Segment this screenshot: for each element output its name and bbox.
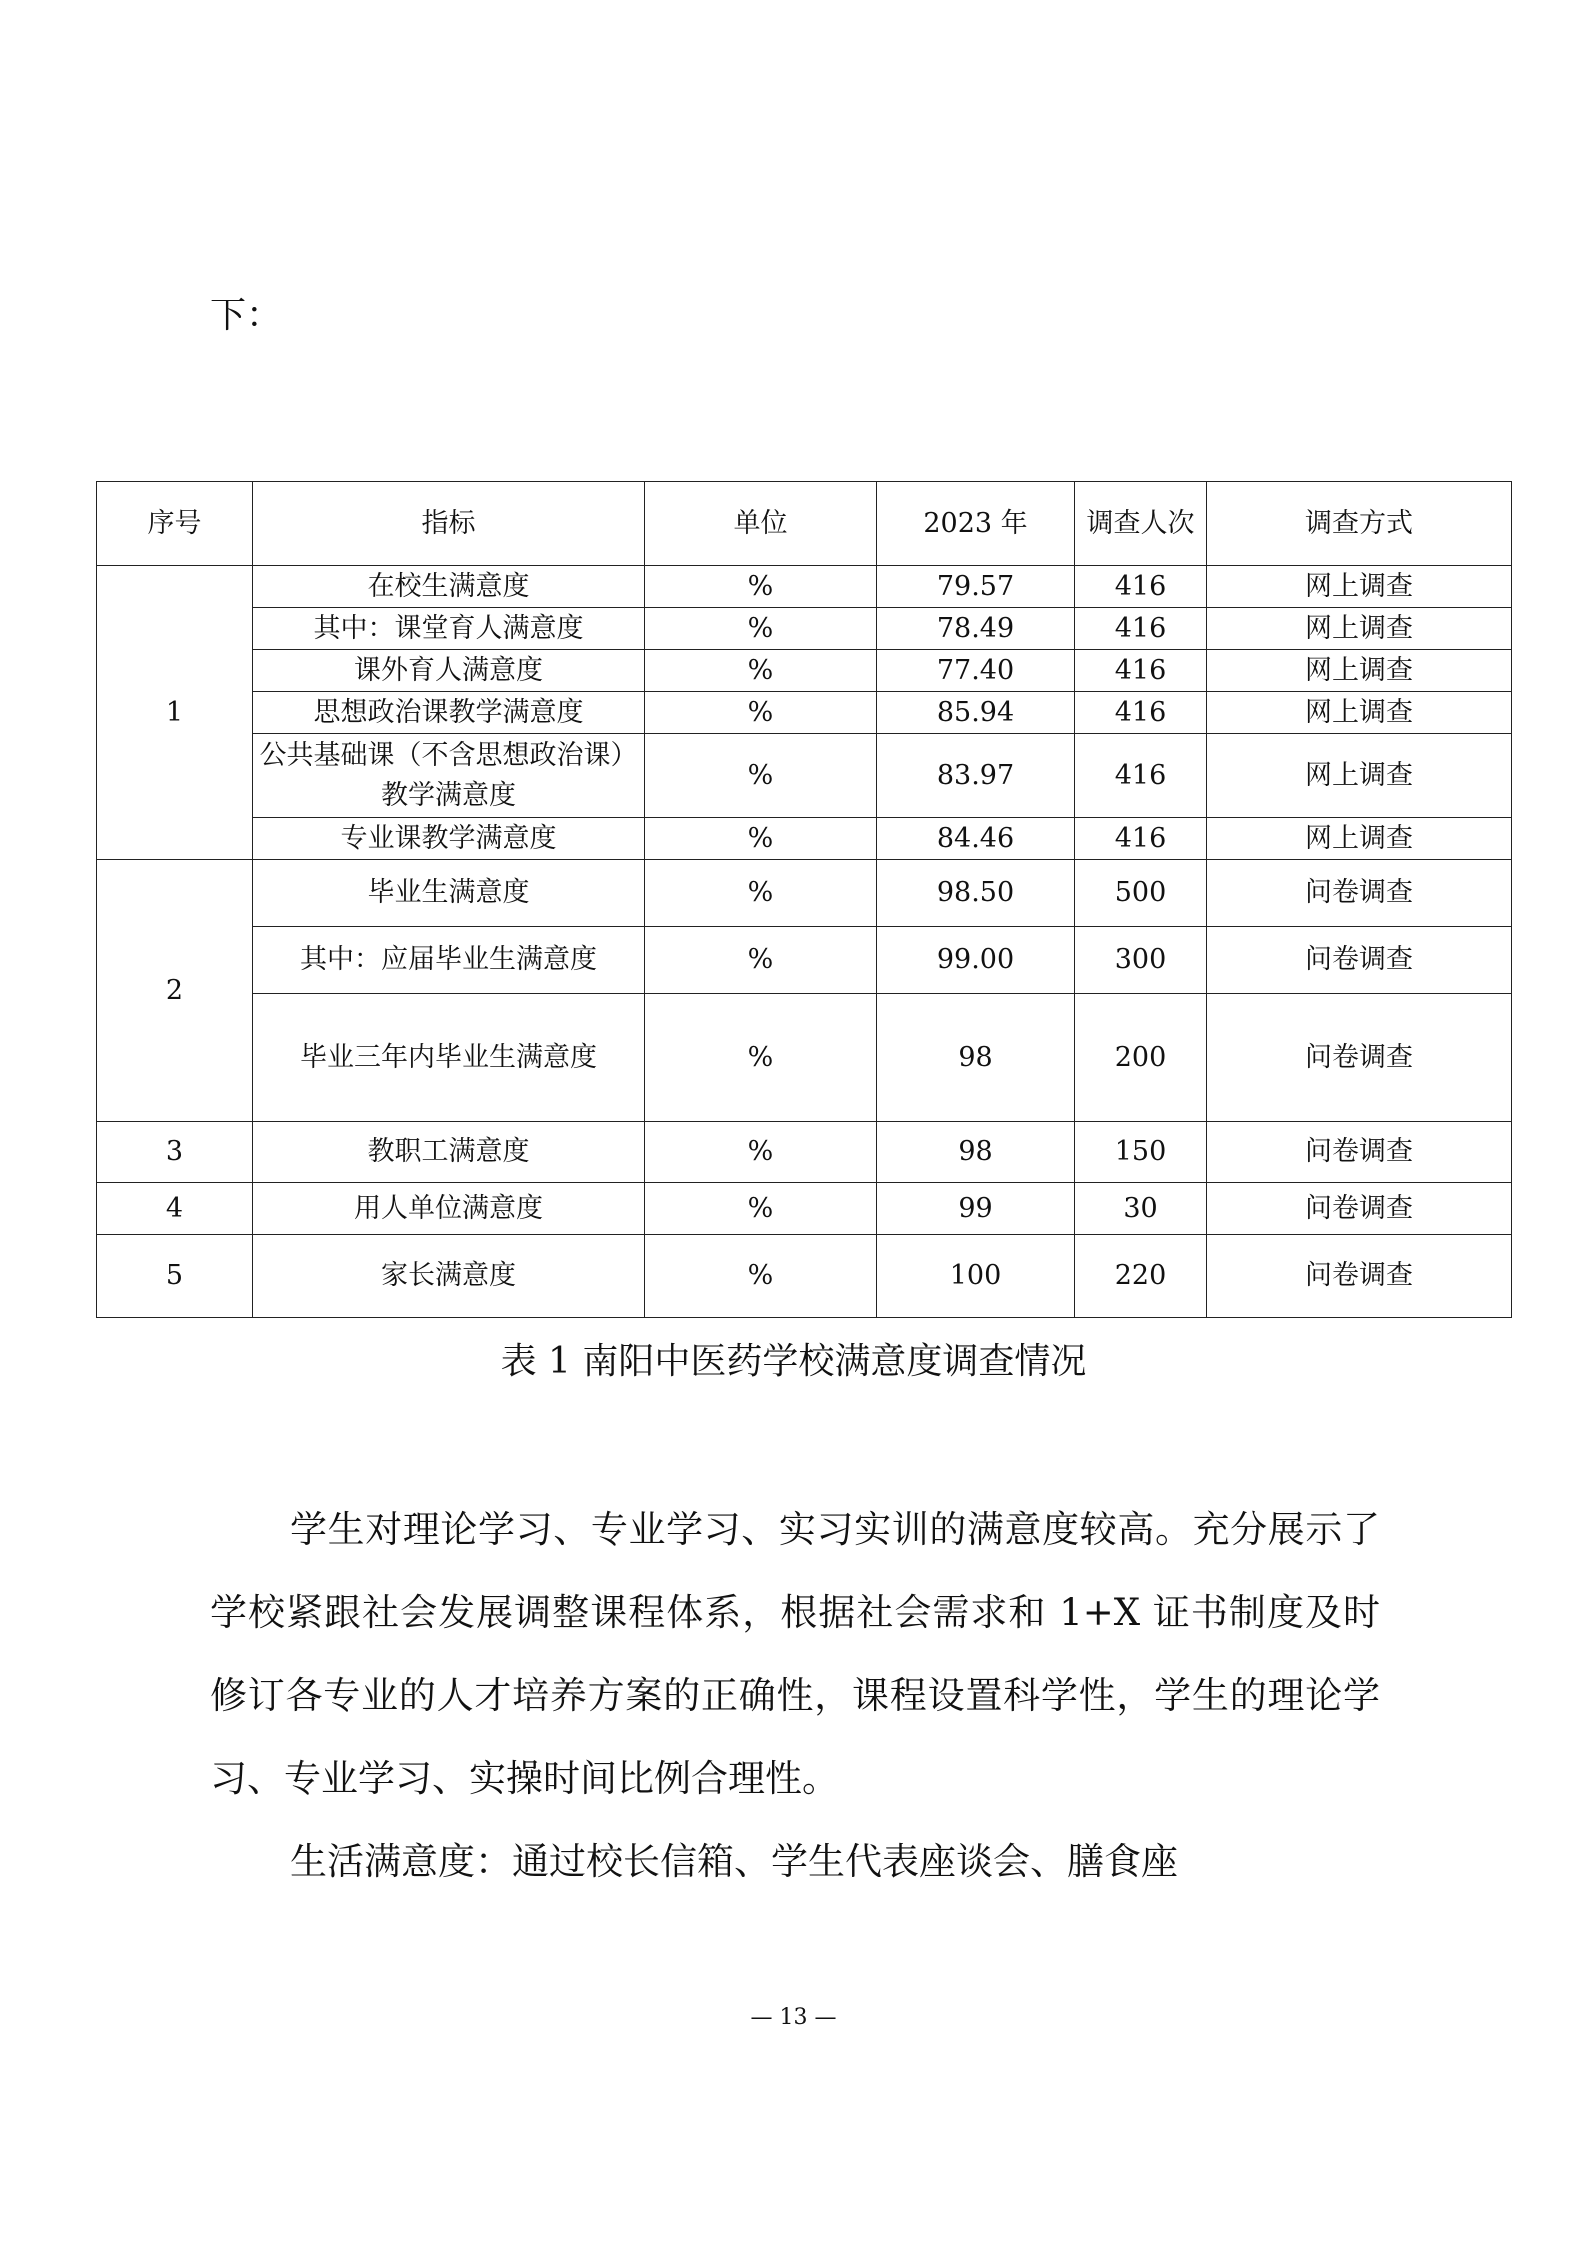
method-cell: 网上调查 [1207, 818, 1512, 860]
table-row [97, 860, 1512, 927]
value-cell: 98 [877, 1122, 1075, 1183]
value-cell: 100 [877, 1235, 1075, 1318]
table-row [97, 1122, 1512, 1183]
count-cell: 300 [1075, 927, 1207, 994]
group-number: 3 [97, 1122, 253, 1183]
value-cell: 83.97 [877, 734, 1075, 818]
intro-text: 下： [210, 295, 283, 336]
table-row [97, 608, 1512, 650]
table-caption: 表 1 南阳中医药学校满意度调查情况 [500, 1341, 1087, 1382]
indicator-cell: 其中：课堂育人满意度 [253, 608, 645, 650]
page-number: — 13 — [750, 2005, 837, 2030]
count-cell: 200 [1075, 994, 1207, 1122]
table-row [97, 994, 1512, 1122]
unit-cell: % [645, 734, 877, 818]
header-no: 序号 [97, 482, 253, 566]
indicator-cell: 其中：应届毕业生满意度 [253, 927, 645, 994]
unit-cell: % [645, 1235, 877, 1318]
count-cell: 416 [1075, 734, 1207, 818]
unit-cell: % [645, 860, 877, 927]
table-row [97, 927, 1512, 994]
unit-cell: % [645, 566, 877, 608]
count-cell: 220 [1075, 1235, 1207, 1318]
table-row [97, 692, 1512, 734]
unit-cell: % [645, 1122, 877, 1183]
method-cell: 网上调查 [1207, 566, 1512, 608]
value-cell: 99.00 [877, 927, 1075, 994]
count-cell: 416 [1075, 608, 1207, 650]
count-cell: 500 [1075, 860, 1207, 927]
method-cell: 问卷调查 [1207, 927, 1512, 994]
indicator-cell: 专业课教学满意度 [253, 818, 645, 860]
count-cell: 416 [1075, 566, 1207, 608]
group-number: 1 [97, 566, 253, 860]
indicator-cell: 毕业三年内毕业生满意度 [253, 994, 645, 1122]
group-number: 4 [97, 1183, 253, 1235]
value-cell: 99 [877, 1183, 1075, 1235]
header-indicator: 指标 [253, 482, 645, 566]
unit-cell: % [645, 994, 877, 1122]
value-cell: 77.40 [877, 650, 1075, 692]
header-unit: 单位 [645, 482, 877, 566]
group-number: 2 [97, 860, 253, 1122]
indicator-cell: 家长满意度 [253, 1235, 645, 1318]
indicator-cell: 公共基础课（不含思想政治课）教学满意度 [253, 734, 645, 818]
unit-cell: % [645, 1183, 877, 1235]
table-header-row [97, 482, 1512, 566]
value-cell: 79.57 [877, 566, 1075, 608]
indicator-cell: 在校生满意度 [253, 566, 645, 608]
count-cell: 30 [1075, 1183, 1207, 1235]
method-cell: 网上调查 [1207, 692, 1512, 734]
method-cell: 问卷调查 [1207, 1235, 1512, 1318]
value-cell: 85.94 [877, 692, 1075, 734]
unit-cell: % [645, 818, 877, 860]
value-cell: 78.49 [877, 608, 1075, 650]
table-row [97, 1235, 1512, 1318]
body-paragraph: 生活满意度：通过校长信箱、学生代表座谈会、膳食座 [290, 1840, 1178, 1883]
value-cell: 98 [877, 994, 1075, 1122]
unit-cell: % [645, 650, 877, 692]
indicator-cell: 用人单位满意度 [253, 1183, 645, 1235]
body-paragraph: 学生对理论学习、专业学习、实习实训的满意度较高。充分展示了学校紧跟社会发展调整课程体系，根据社会需求和 1+X 证书制度及时修订各专业的人才培养方案的正确性，课程设置科学性，学生的理论学习、专业学习、实操时间比例合理性。 [210, 1508, 1380, 1800]
satisfaction-survey-table [96, 481, 1512, 1318]
table-row [97, 818, 1512, 860]
table-row [97, 1183, 1512, 1235]
unit-cell: % [645, 608, 877, 650]
method-cell: 问卷调查 [1207, 1122, 1512, 1183]
indicator-cell: 课外育人满意度 [253, 650, 645, 692]
method-cell: 问卷调查 [1207, 994, 1512, 1122]
unit-cell: % [645, 692, 877, 734]
header-method: 调查方式 [1207, 482, 1512, 566]
unit-cell: % [645, 927, 877, 994]
value-cell: 98.50 [877, 860, 1075, 927]
table-row [97, 650, 1512, 692]
method-cell: 网上调查 [1207, 608, 1512, 650]
method-cell: 网上调查 [1207, 650, 1512, 692]
group-number: 5 [97, 1235, 253, 1318]
value-cell: 84.46 [877, 818, 1075, 860]
indicator-cell: 思想政治课教学满意度 [253, 692, 645, 734]
count-cell: 150 [1075, 1122, 1207, 1183]
count-cell: 416 [1075, 650, 1207, 692]
table-row [97, 566, 1512, 608]
indicator-cell: 教职工满意度 [253, 1122, 645, 1183]
count-cell: 416 [1075, 692, 1207, 734]
header-count: 调查人次 [1075, 482, 1207, 566]
table-row [97, 734, 1512, 818]
method-cell: 问卷调查 [1207, 1183, 1512, 1235]
indicator-cell: 毕业生满意度 [253, 860, 645, 927]
count-cell: 416 [1075, 818, 1207, 860]
header-year: 2023 年 [877, 482, 1075, 566]
method-cell: 网上调查 [1207, 734, 1512, 818]
method-cell: 问卷调查 [1207, 860, 1512, 927]
